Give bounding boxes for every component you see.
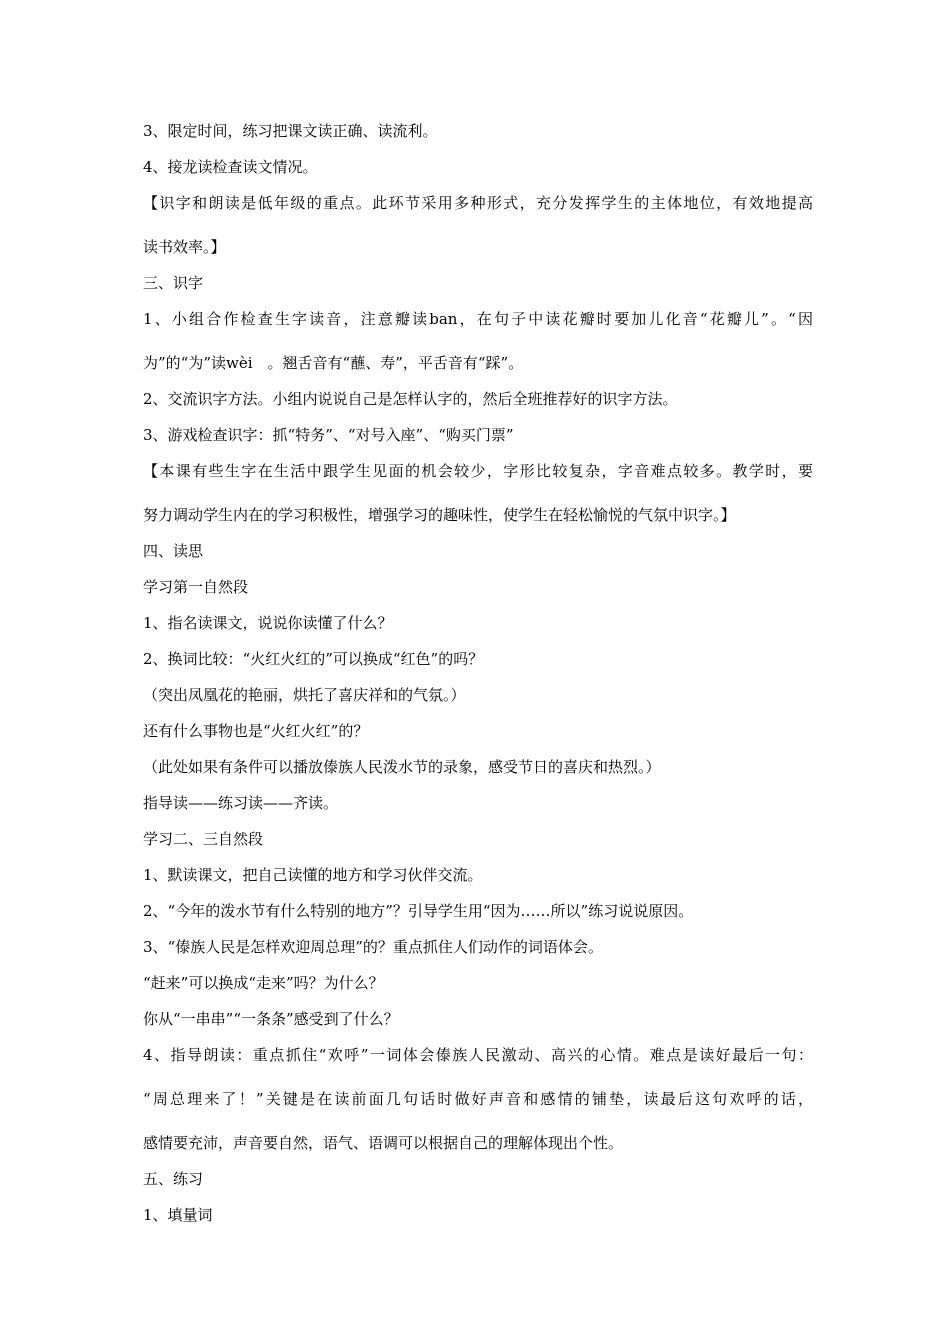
text-line: 学习二、三自然段 xyxy=(143,830,264,848)
text-line: 努力调动学生内在的学习积极性，增强学习的趣味性，使学生在轻松愉悦的气氛中识字。】 xyxy=(143,506,736,524)
text-line: 读书效率。】 xyxy=(143,238,226,256)
section-heading: 四、读思 xyxy=(143,542,204,560)
text-line: 【识字和朗读是低年级的重点。此环节采用多种形式，充分发挥学生的主体地位，有效地提高 xyxy=(143,194,813,212)
text-line: “周总理来了！”关键是在读前面几句话时做好声音和感情的铺垫，读最后这句欢呼的话， xyxy=(143,1090,813,1108)
text-line: （突出凤凰花的艳丽，烘托了喜庆祥和的气氛。） xyxy=(143,686,466,704)
text-line: 【本课有些生字在生活中跟学生见面的机会较少，字形比较复杂，字音难点较多。教学时，要 xyxy=(143,462,813,480)
text-line: “赶来”可以换成“走来”吗？为什么？ xyxy=(143,974,384,992)
text-line: 为”的“为”读wèi 。翘舌音有“蘸、寿”，平舌音有“踩”。 xyxy=(143,354,524,372)
text-line: 4、指导朗读：重点抓住“欢呼”一词体会傣族人民激动、高兴的心情。难点是读好最后一句： xyxy=(143,1046,813,1064)
text-line: 还有什么事物也是“火红火红”的？ xyxy=(143,722,369,740)
text-line: 1、填量词 xyxy=(143,1206,213,1224)
text-line: 2、“今年的泼水节有什么特别的地方”？引导学生用“因为……所以”练习说说原因。 xyxy=(143,902,694,920)
text-line: 1、指名读课文，说说你读懂了什么？ xyxy=(143,614,393,632)
text-line: 学习第一自然段 xyxy=(143,578,249,596)
text-line: 2、交流识字方法。小组内说说自己是怎样认字的，然后全班推荐好的识字方法。 xyxy=(143,390,678,408)
text-line: 感情要充沛，声音要自然，语气、语调可以根据自己的理解体现出个性。 xyxy=(143,1134,624,1152)
text-line: 3、游戏检查识字：抓“特务”、“对号入座”、“购买门票” xyxy=(143,426,514,444)
text-line: 指导读——练习读——齐读。 xyxy=(143,794,339,812)
text-line: 4、接龙读检查读文情况。 xyxy=(143,158,318,176)
text-line: 3、限定时间，练习把课文读正确、读流利。 xyxy=(143,122,438,140)
text-line: 1、默读课文，把自己读懂的地方和学习伙伴交流。 xyxy=(143,866,483,884)
section-heading: 五、练习 xyxy=(143,1170,204,1188)
text-line: （此处如果有条件可以播放傣族人民泼水节的录象，感受节日的喜庆和热烈。） xyxy=(143,758,661,776)
text-line: 1、小组合作检查生字读音，注意瓣读ban，在句子中读花瓣时要加儿化音“花瓣儿”。“因 xyxy=(143,310,813,328)
document-page xyxy=(143,121,813,1241)
text-line: 3、“傣族人民是怎样欢迎周总理”的？重点抓住人们动作的词语体会。 xyxy=(143,938,603,956)
text-line: 你从“一串串”“一条条”感受到了什么？ xyxy=(143,1010,399,1028)
section-heading: 三、识字 xyxy=(143,274,204,292)
text-line: 2、换词比较：“火红火红的”可以换成“红色”的吗？ xyxy=(143,650,484,668)
